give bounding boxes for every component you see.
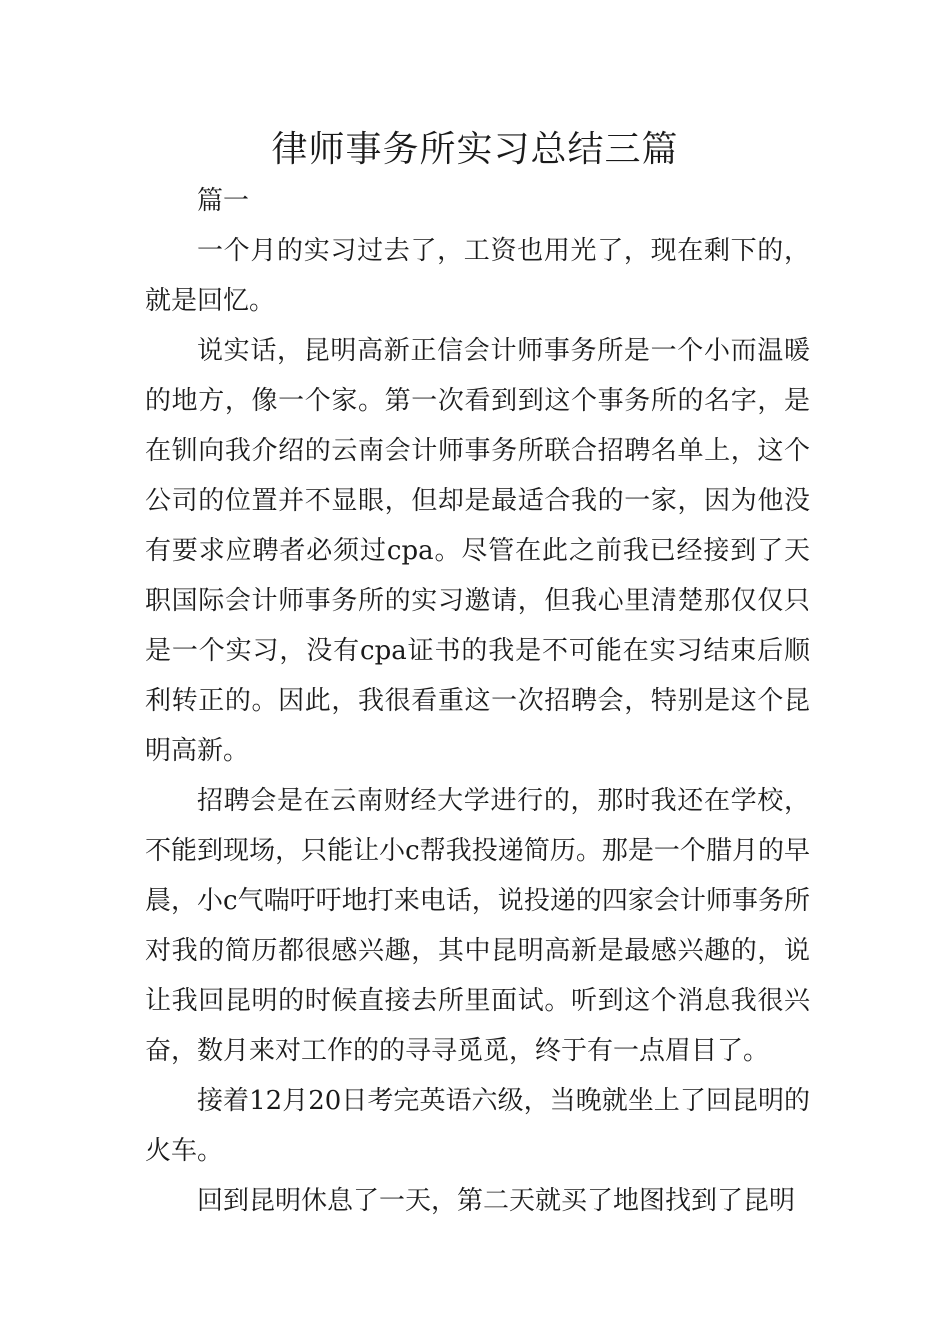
paragraph: 一个月的实习过去了，工资也用光了，现在剩下的，就是回忆。 [145, 236, 810, 316]
document-body [145, 176, 810, 1226]
paragraph: 说实话，昆明高新正信会计师事务所是一个小而温暖的地方，像一个家。第一次看到到这个事务所的名字，是在钏向我介绍的云南会计师事务所联合招聘名单上，这个公司的位置并不显眼，但却是最适合我的一家，因为他没有要求应聘者必须过cpa。尽管在此之前我已经接到了天职国际会计师事务所的实习邀请，但我心里清楚那仅仅只是一个实习，没有cpa证书的我是不可能在实习结束后顺利转正的。因此，我很看重这一次招聘会，特别是这个昆明高新。 [145, 336, 810, 766]
paragraph: 招聘会是在云南财经大学进行的，那时我还在学校，不能到现场，只能让小c帮我投递简历。那是一个腊月的早晨，小c气喘吁吁地打来电话，说投递的四家会计师事务所对我的简历都很感兴趣，其中昆明高新是最感兴趣的，说让我回昆明的时候直接去所里面试。听到这个消息我很兴奋，数月来对工作的的寻寻觅觅，终于有一点眉目了。 [145, 786, 810, 1066]
document-title: 律师事务所实习总结三篇 [271, 129, 679, 170]
section-heading: 篇一 [197, 186, 250, 216]
paragraph: 接着12月20日考完英语六级，当晚就坐上了回昆明的火车。 [145, 1086, 810, 1166]
paragraph: 回到昆明休息了一天，第二天就买了地图找到了昆明 [197, 1186, 796, 1216]
